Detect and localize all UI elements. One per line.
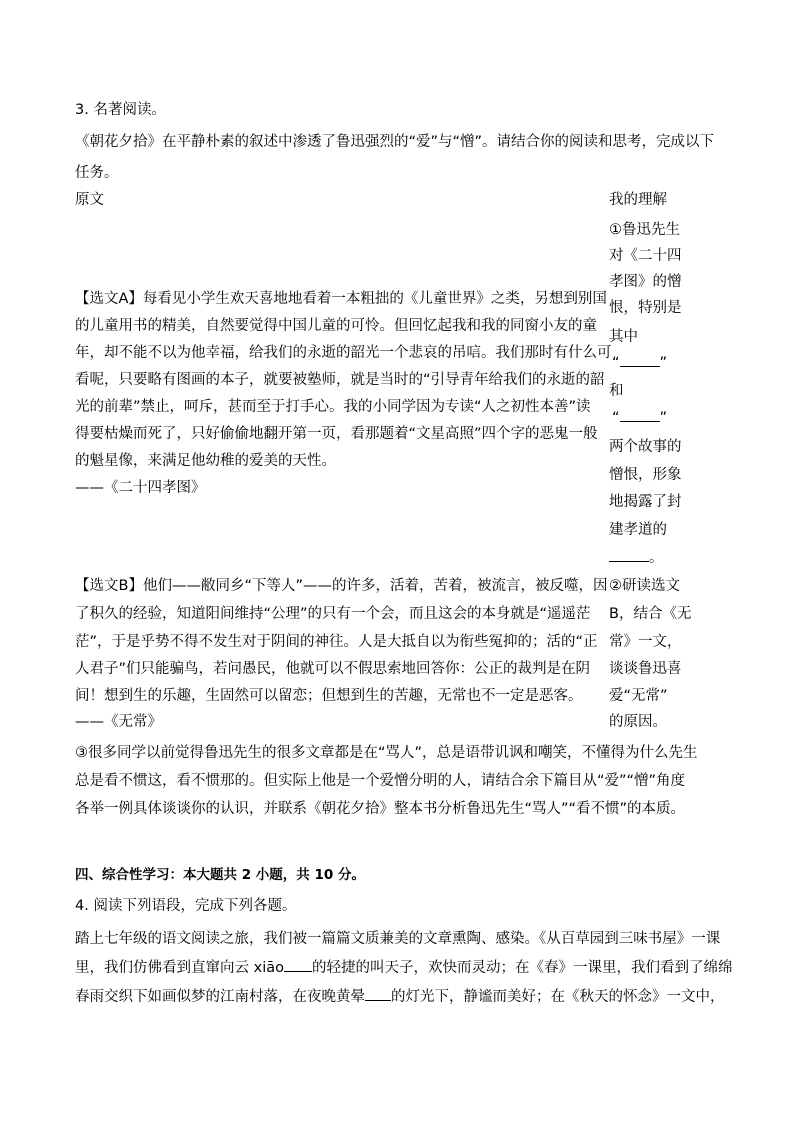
q3-title: 3. 名著阅读。 <box>75 102 166 118</box>
blank-with-period <box>609 549 664 567</box>
understanding-1-line-2: 对《二十四 <box>609 248 682 264</box>
q4-paragraph-line-3 <box>75 988 725 1006</box>
section-4-heading: 四、综合性学习：本大题共 2 小题，共 10 分。 <box>75 867 365 883</box>
selection-a-line-5: 光的前辈”禁止，呵斥，甚而至于打手心。我的小同学因为专读“人之初性本善”读 <box>75 399 591 415</box>
story-blank-1 <box>612 354 667 372</box>
word-blank[interactable] <box>365 988 391 1001</box>
understanding-1-line-9: 两个故事的 <box>609 439 682 455</box>
q4-paragraph-line-2 <box>75 959 732 977</box>
blank-field[interactable] <box>620 409 660 422</box>
selection-b-line-1: 【选文B】他们——敝同乡“下等人”——的许多，活着，苦着，被流言，被反噬，因 <box>75 578 608 594</box>
quote-open: “ <box>612 355 620 371</box>
understanding-1-line-4: 恨，特别是 <box>609 300 682 316</box>
pinyin-blank[interactable] <box>284 959 312 972</box>
selection-a-line-1: 【选文A】每看见小学生欢天喜地地看着一本粗拙的《儿童世界》之类，另想到别国 <box>75 291 607 307</box>
selection-b-line-3: 茫”，于是乎势不得不发生对于阴间的神往。人是大抵自以为衔些冤抑的；活的“正 <box>75 634 598 650</box>
understanding-1-line-1: ①鲁迅先生 <box>609 222 680 238</box>
understanding-1-line-3: 孝图》的憎 <box>609 274 682 290</box>
understanding-2-line-2: B，结合《无 <box>609 606 692 622</box>
selection-a-line-7: 的魁星像，来满足他幼稚的爱美的天性。 <box>75 453 336 469</box>
understanding-2-line-1: ②研读选文 <box>609 578 680 594</box>
task-3-line-2: 总是看不惯这，看不惯那的。但实际上他是一个爱憎分明的人，请结合余下篇目从“爱”“憎”角度 <box>75 773 686 789</box>
period: 。 <box>649 550 664 566</box>
selection-a-line-2: 的儿童用书的精美，自然要觉得中国儿童的可怜。但回忆起我和我的同窗小友的童 <box>75 318 597 334</box>
selection-a-line-4: 看呢，只要略有图画的本子，就要被塾师，就是当时的“引导青年给我们的永逝的韶 <box>75 372 605 388</box>
understanding-2-line-3: 常》一文， <box>609 634 682 650</box>
q3-intro-line-2: 任务。 <box>75 165 119 181</box>
selection-b-line-2: 了积久的经验，知道阳间维持“公理”的只有一个会，而且这会的本身就是“遥遥茫 <box>75 606 591 622</box>
selection-a-line-3: 年，却不能不以为他幸福，给我们的永逝的韶光一个悲哀的吊唁。我们那时有什么可 <box>75 345 612 361</box>
understanding-2-line-4: 谈谈鲁迅喜 <box>609 661 682 677</box>
quote-close: ” <box>659 410 668 426</box>
understanding-1-line-12: 建孝道的 <box>609 522 667 538</box>
understanding-1-and: 和 <box>609 383 624 399</box>
q4-line-2-part-b: 的轻捷的叫天子，欢快而灵动；在《春》一课里，我们看到了绵绵 <box>311 960 733 976</box>
blank-field[interactable] <box>620 354 660 367</box>
selection-b-line-4: 人君子”们只能骗鸟，若问愚民，他就可以不假思索地回答你：公正的裁判是在阴 <box>75 661 591 677</box>
understanding-1-line-5: 其中 <box>609 329 638 345</box>
understanding-2-line-5: 爱“无常” <box>609 688 668 704</box>
quote-open: “ <box>612 410 620 426</box>
column-header-understanding: 我的理解 <box>609 192 667 208</box>
selection-a-source: ——《二十四孝图》 <box>75 480 206 496</box>
understanding-1-line-11: 地揭露了封 <box>609 494 682 510</box>
understanding-2-line-6: 的原因。 <box>609 714 667 730</box>
task-3-line-1: ③很多同学以前觉得鲁迅先生的很多文章都是在“骂人”，总是语带讥讽和嘲笑，不懂得为什么先生 <box>75 745 698 761</box>
q4-line-3-part-a: 春雨交织下如画似梦的江南村落，在夜晚黄晕 <box>75 989 365 1005</box>
quote-close: ” <box>659 355 668 371</box>
q3-intro-line-1: 《朝花夕拾》在平静朴素的叙述中渗透了鲁迅强烈的“爱”与“憎”。请结合你的阅读和思考，完成以下 <box>75 134 715 150</box>
understanding-1-line-10: 憎恨，形象 <box>609 467 682 483</box>
q4-paragraph-line-1: 踏上七年级的语文阅读之旅，我们被一篇篇文质兼美的文章熏陶、感染。《从百草园到三味书屋》一课 <box>75 931 721 947</box>
selection-b-source: ——《无常》 <box>75 714 162 730</box>
q4-line-3-part-b: 的灯光下，静谧而美好；在《秋天的怀念》一文中， <box>391 989 725 1005</box>
q4-line-2-part-a: 里，我们仿佛看到直窜向云 xiāo <box>75 960 284 976</box>
column-header-original: 原文 <box>75 192 104 208</box>
selection-b-line-5: 间！想到生的乐趣，生固然可以留恋；但想到生的苦趣，无常也不一定是恶客。 <box>75 688 583 704</box>
story-blank-2 <box>612 409 667 427</box>
blank-field[interactable] <box>609 549 649 562</box>
selection-a-line-6: 得要枯燥而死了，只好偷偷地翻开第一页，看那题着“文星高照”四个字的恶鬼一般 <box>75 426 598 442</box>
q4-title: 4. 阅读下列语段，完成下列各题。 <box>75 898 297 914</box>
task-3-line-3: 各举一例具体谈谈你的认识，并联系《朝花夕拾》整本书分析鲁迅先生“骂人”“看不惯”的本质。 <box>75 801 686 817</box>
